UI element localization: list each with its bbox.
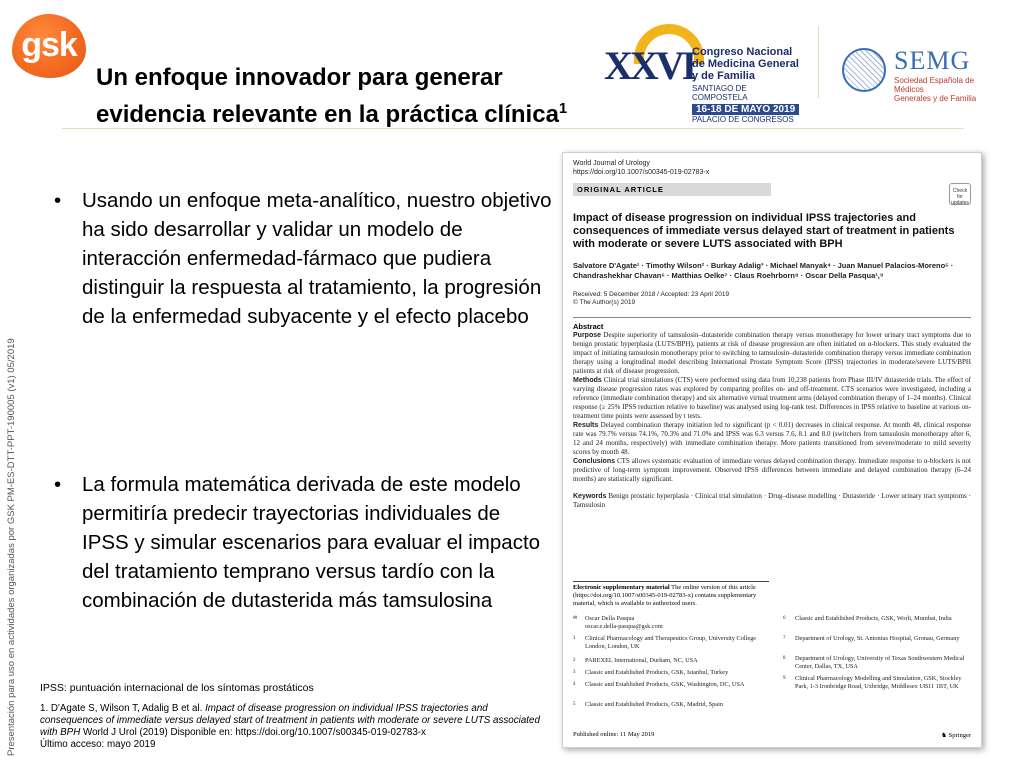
title-line-1: Un enfoque innovador para generar: [96, 64, 503, 91]
affiliation-6: 6 Classic and Established Products, GSK, Worli, Mumbai, India: [783, 615, 952, 622]
bullet-icon: •: [54, 189, 62, 212]
congreso-venue: PALACIO DE CONGRESOS: [692, 115, 794, 124]
publisher-name: Springer: [948, 732, 971, 739]
paper-thumbnail: [562, 152, 982, 748]
paper-received: Received: 5 December 2018 / Accepted: 23 April 2019: [573, 291, 730, 298]
affiliation-2: 2 PAREXEL International, Durham, NC, USA: [573, 657, 698, 664]
paper-dates: [573, 291, 971, 307]
semg-subtitle: [894, 76, 982, 103]
affiliation-1: 1 Clinical Pharmacology and Therapeutics Group, University College London, London, UK: [573, 635, 757, 650]
esm-note: [573, 584, 769, 608]
title-line-2: evidencia relevante en la práctica clínica: [96, 101, 559, 128]
congreso-logo: [604, 24, 804, 124]
congreso-line-2: de Medicina General: [692, 58, 799, 70]
corresponding-author: [573, 615, 763, 630]
bullet-icon: •: [54, 473, 62, 496]
title-divider: [62, 128, 964, 129]
affiliation-7: 7 Department of Urology, St. Antonius Hospital, Gronau, Germany: [783, 635, 960, 642]
congreso-line-1: Congreso Nacional: [692, 46, 793, 58]
paper-doi: https://doi.org/10.1007/s00345-019-02783-x: [573, 169, 710, 176]
corresponding-name: Oscar Della Pasqua: [585, 615, 635, 622]
esm-divider: [573, 581, 769, 582]
envelope-icon: ✉: [573, 616, 578, 621]
paper-authors: Salvatore D'Agate¹ · Timothy Wilson² · Burkay Adalig³ · Michael Manyak⁴ · Juan Manuel Palacios-Moreno⁵ · Chandrashekhar Chavan⁶ · Matthias Oelke⁷ · Claus Roehrborn⁸ · Oscar Della Pasqua¹,⁹: [573, 261, 954, 280]
congreso-city: SANTIAGO DE COMPOSTELA: [692, 84, 748, 102]
results-label: Results: [573, 422, 599, 429]
congreso-dates: 16-18 DE MAYO 2019: [692, 104, 799, 115]
bullet-item-1: [54, 186, 552, 331]
abstract-body: [573, 331, 971, 484]
reference-footnote: [40, 703, 540, 751]
slide-title: [96, 62, 656, 130]
keywords-label: Keywords: [573, 493, 607, 500]
logo-divider: [818, 26, 819, 98]
conclusions-text: CTS allows systematic evaluation of immediate versus delayed combination therapy. Immediate response to α-blockers is not predictive of long-term symptom improvement. Observed IPSS differences between immediate and delayed combination therapy (6–24 months) are statistically significant.: [573, 457, 971, 483]
check-for-updates-icon: Check for updates: [949, 183, 971, 205]
affiliation-4: 4 Classic and Established Products, GSK, Washington, DC, USA: [573, 681, 745, 688]
paper-journal: [573, 159, 971, 177]
gsk-logo: gsk: [12, 14, 86, 78]
reference-source: World J Urol (2019) Disponible en: https://doi.org/10.1007/s00345-019-02783-x: [83, 727, 426, 738]
paper-page-footer: [573, 731, 971, 738]
abstract-heading: Abstract: [573, 322, 604, 331]
methods-text: Clinical trial simulations (CTS) were performed using data from 10,238 patients from Phase III/IV dutasteride trials. The effect of varying disease progression rates was explored by comparing profiles on- and off-treatment. CTS scenarios were investigated, including a reference (immediate combination therapy) and six alternative virtual treatment arms (delayed combination therapy of 1–24 months). Clinical response (≥ 25% IPSS reduction relative to baseline) was analysed using log-rank test. Differences in IPSS relative to baseline at various on-treatment time points were assessed by t tests.: [573, 376, 971, 420]
paper-divider: [573, 317, 971, 318]
methods-label: Methods: [573, 377, 602, 384]
semg-logo: [842, 46, 982, 103]
affiliation-9: 9 Clinical Pharmacology Modelling and Simulation, GSK, Stockley Park, 1-3 Ironbridge Road, Uxbridge, Middlesex UB11 1BT, UK: [783, 675, 962, 690]
congreso-line-3: y de Familia: [692, 70, 755, 82]
springer-horse-icon: ♞: [941, 732, 947, 739]
purpose-label: Purpose: [573, 332, 602, 339]
paper-copyright: © The Author(s) 2019: [573, 299, 636, 306]
paper-title: Impact of disease progression on individual IPSS trajectories and consequences of immediate versus delayed start of treatment in patients with moderate or severe LUTS associated with BPH: [573, 212, 955, 250]
title-reference-mark: 1: [558, 100, 568, 117]
keywords: [573, 492, 971, 510]
affiliation-5: 5 Classic and Established Products, GSK, Madrid, Spain: [573, 701, 723, 708]
paper-published-date: Published online: 11 May 2019: [573, 731, 655, 738]
reference-title: Impact of disease progression on individual IPSS trajectories and consequences of immediate versus delayed start of treatment in patients with moderate or severe LUTS associated with BPH: [40, 703, 540, 738]
side-disclaimer: Presentación para uso en actividades organizadas por GSK PM-ES-DTT-PPT-190005 (v1) 05/2019: [6, 338, 17, 756]
corresponding-email: oscar.e.della-pasqua@gsk.com: [585, 622, 663, 630]
semg-sub-2: Generales y de Familia: [894, 94, 977, 103]
congreso-details: [692, 84, 804, 124]
esm-label: Electronic supplementary material: [573, 584, 670, 591]
paper-section-label: ORIGINAL ARTICLE: [573, 183, 771, 196]
conclusions-label: Conclusions: [573, 458, 616, 465]
reference-access-date: Último acceso: mayo 2019: [40, 739, 156, 750]
keywords-text: Benign prostatic hyperplasia · Clinical trial simulation · Drug–disease modelling · Dutasteride · Lower urinary tract symptoms · Tamsulosin: [573, 492, 972, 509]
purpose-text: Despite superiority of tamsulosin–dutasteride combination therapy versus monotherapy for lower urinary tract symptoms due to benign prostatic hyperplasia (LUTS/BPH), patients at risk of disease progression are often initiated on α-blockers. This study evaluated the impact of initiating tamsulosin monotherapy prior to switching to tamsulosin–dutasteride combination therapy versus immediate combination therapy using a longitudinal model describing International Prostate Symptom Score (IPSS) trajectories in moderate/severe LUTS/BPH patients at risk of disease progression.: [573, 331, 971, 375]
ipss-footnote: IPSS: puntuación internacional de los síntomas prostáticos: [40, 682, 314, 694]
congreso-name: [692, 46, 799, 82]
publisher-logo: [941, 731, 971, 739]
semg-name: SEMG: [894, 46, 971, 75]
bullet-text-1: Usando un enfoque meta-analítico, nuestro objetivo ha sido desarrollar y validar un modelo de interacción enfermedad-fármaco que pudiera distinguir la respuesta al tratamiento, la progresión de la enfermedad subyacente y el efecto placebo: [82, 189, 552, 328]
reference-authors: 1. D'Agate S, Wilson T, Adalig B et al.: [40, 703, 203, 714]
affiliation-3: 3 Classic and Established Products, GSK, Istanbul, Turkey: [573, 669, 729, 676]
results-text: Delayed combination therapy initiation led to significant (p < 0.01) decreases in clinical response. At month 48, clinical response rate was 79.7% versus 74.1%, 70.3% and 71.0% and IPSS was 6.3 versus 7.6, 8.1 and 8.0 (switchers from tamsulosin monotherapy after 6, 12 and 24 months, respectively) with immediate combination therapy. More patients transitioned from severe/moderate to mild severity scores by month 48.: [573, 421, 972, 456]
congreso-number: XXVI: [604, 43, 695, 88]
affiliation-8: 8 Department of Urology, University of Texas Southwestern Medical Center, Dallas, TX, USA: [783, 655, 965, 670]
globe-icon: [842, 48, 886, 92]
esm-text: The online version of this article (https://doi.org/10.1007/s00345-019-02783-x) contains supplementary material, which is available to authorized users.: [573, 584, 757, 607]
paper-journal-name: World Journal of Urology: [573, 160, 650, 167]
paper-footer-columns: [573, 581, 973, 708]
bullet-text-2: La formula matemática derivada de este modelo permitiría predecir trayectorias individuales de IPSS y simular escenarios para evaluar el impacto del tratamiento temprano versus tardío con la combinación de dutasterida más tamsulosina: [82, 473, 541, 612]
bullet-item-2: [54, 470, 552, 615]
semg-sub-1: Sociedad Española de Médicos: [894, 76, 975, 94]
